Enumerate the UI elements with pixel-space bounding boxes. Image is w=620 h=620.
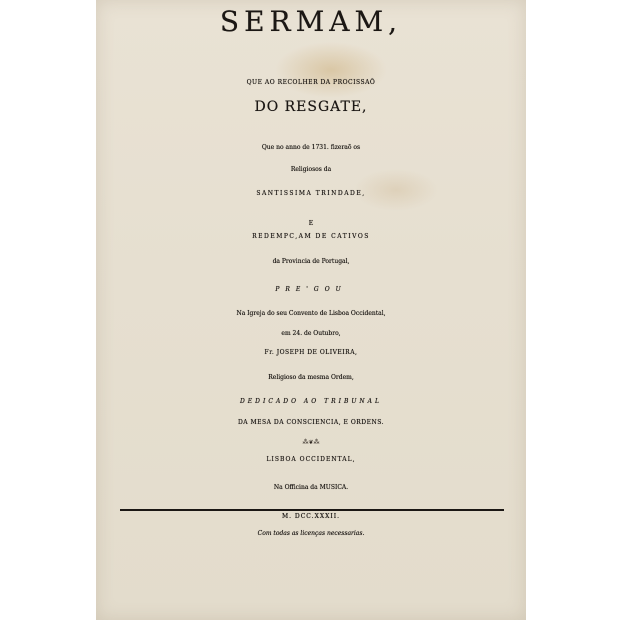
line-date-october: em 24. de Outubro, — [281, 330, 341, 337]
imprint-rule — [120, 509, 504, 511]
line-redempcam: REDEMPC,AM DE CATIVOS — [252, 233, 370, 240]
line-provincia: da Provincia de Portugal, — [272, 258, 350, 265]
line-e: E — [308, 220, 314, 227]
imprint-year: M. DCC.XXXII. — [281, 513, 341, 520]
line-religiosos: Religiosos da — [290, 166, 332, 173]
line-mesa: DA MESA DA CONSCIENCIA, E ORDENS. — [237, 419, 384, 426]
subtitle-resgate: DO RESGATE, — [254, 99, 368, 115]
line-pregou: PRE'GOU — [275, 286, 347, 293]
subtitle-que: QUE AO RECOLHER DA PROCISSAÕ — [246, 79, 376, 86]
line-religioso: Religioso da mesma Ordem, — [268, 374, 354, 381]
line-anno: Que no anno de 1731. fizeraõ os — [261, 144, 361, 151]
line-dedicado: DEDICADO AO TRIBUNAL — [239, 398, 382, 405]
fleuron-ornament-icon: ⁂❦⁂ — [302, 439, 320, 446]
line-santissima: SANTISSIMA TRINDADE, — [256, 190, 366, 197]
imprint-printer: Na Officina da MUSICA. — [273, 484, 349, 491]
author-name: Fr. JOSEPH DE OLIVEIRA, — [264, 349, 358, 356]
sermon-title: SERMAM, — [219, 5, 403, 38]
title-page — [96, 0, 526, 620]
imprint-place: LISBOA OCCIDENTAL, — [266, 456, 356, 463]
line-igreja: Na Igreja do seu Convento de Lisboa Occidental, — [236, 310, 386, 317]
line-licencas: Com todas as licenças necessarias. — [257, 530, 365, 537]
